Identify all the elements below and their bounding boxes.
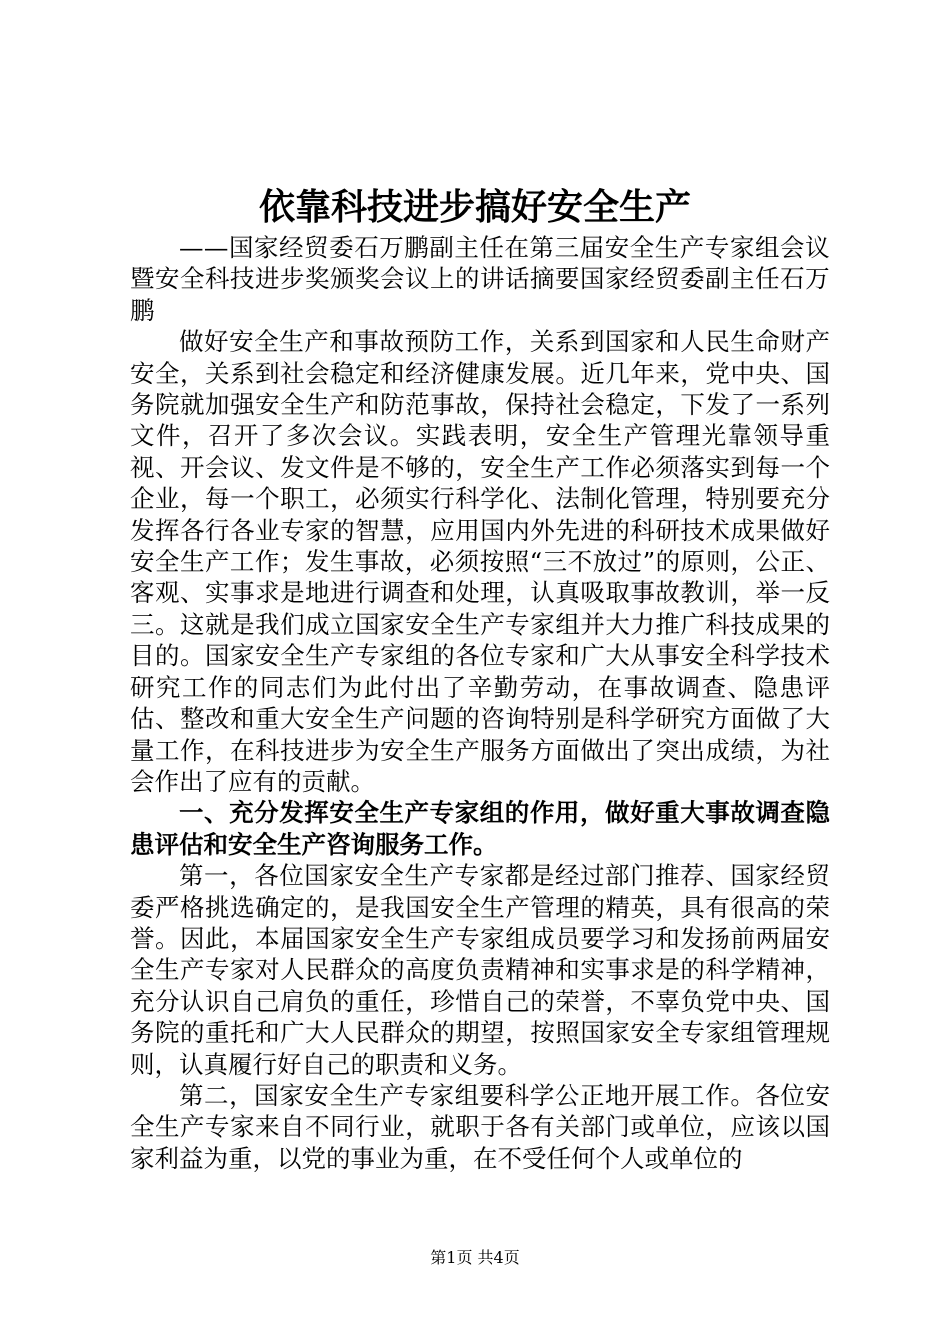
document-subtitle: ——国家经贸委石万鹏副主任在第三届安全生产专家组会议暨安全科技进步奖颁奖会议上的讲话摘要国家经贸委副主任石万鹏	[130, 233, 830, 325]
section-heading: 一、充分发挥安全生产专家组的作用，做好重大事故调查隐患评估和安全生产咨询服务工作。	[130, 798, 830, 859]
document-title: 依靠科技进步搞好安全生产	[258, 186, 691, 228]
body-paragraph: 第一，各位国家安全生产专家都是经过部门推荐、国家经贸委严格挑选确定的，是我国安全生产管理的精英，具有很高的荣誉。因此，本届国家安全生产专家组成员要学习和发扬前两届安全生产专家对人民群众的高度负责精神和实事求是的科学精神，充分认识自己肩负的重任，珍惜自己的荣誉，不辜负党中央、国务院的重托和广大人民群众的期望，按照国家安全专家组管理规则，认真履行好自己的职责和义务。	[130, 861, 830, 1079]
document-body	[130, 232, 830, 1174]
page-footer: 第1页 共4页	[430, 1248, 520, 1267]
body-paragraph: 做好安全生产和事故预防工作，关系到国家和人民生命财产安全，关系到社会稳定和经济健康发展。近几年来，党中央、国务院就加强安全生产和防范事故，保持社会稳定，下发了一系列文件，召开了多次会议。实践表明，安全生产管理光靠领导重视、开会议、发文件是不够的，安全生产工作必须落实到每一个企业，每一个职工，必须实行科学化、法制化管理，特别要充分发挥各行各业专家的智慧，应用国内外先进的科研技术成果做好安全生产工作；发生事故，必须按照“三不放过”的原则，公正、客观、实事求是地进行调查和处理，认真吸取事故教训，举一反三。这就是我们成立国家安全生产专家组并大力推广科技成果的目的。国家安全生产专家组的各位专家和广大从事安全科学技术研究工作的同志们为此付出了辛勤劳动，在事故调查、隐患评估、整改和重大安全生产问题的咨询特别是科学研究方面做了大量工作，在科技进步为安全生产服务方面做出了突出成绩，为社会作出了应有的贡献。	[130, 327, 830, 796]
body-paragraph: 第二，国家安全生产专家组要科学公正地开展工作。各位安全生产专家来自不同行业，就职于各有关部门或单位，应该以国家利益为重，以党的事业为重，在不受任何个人或单位的	[130, 1080, 830, 1173]
